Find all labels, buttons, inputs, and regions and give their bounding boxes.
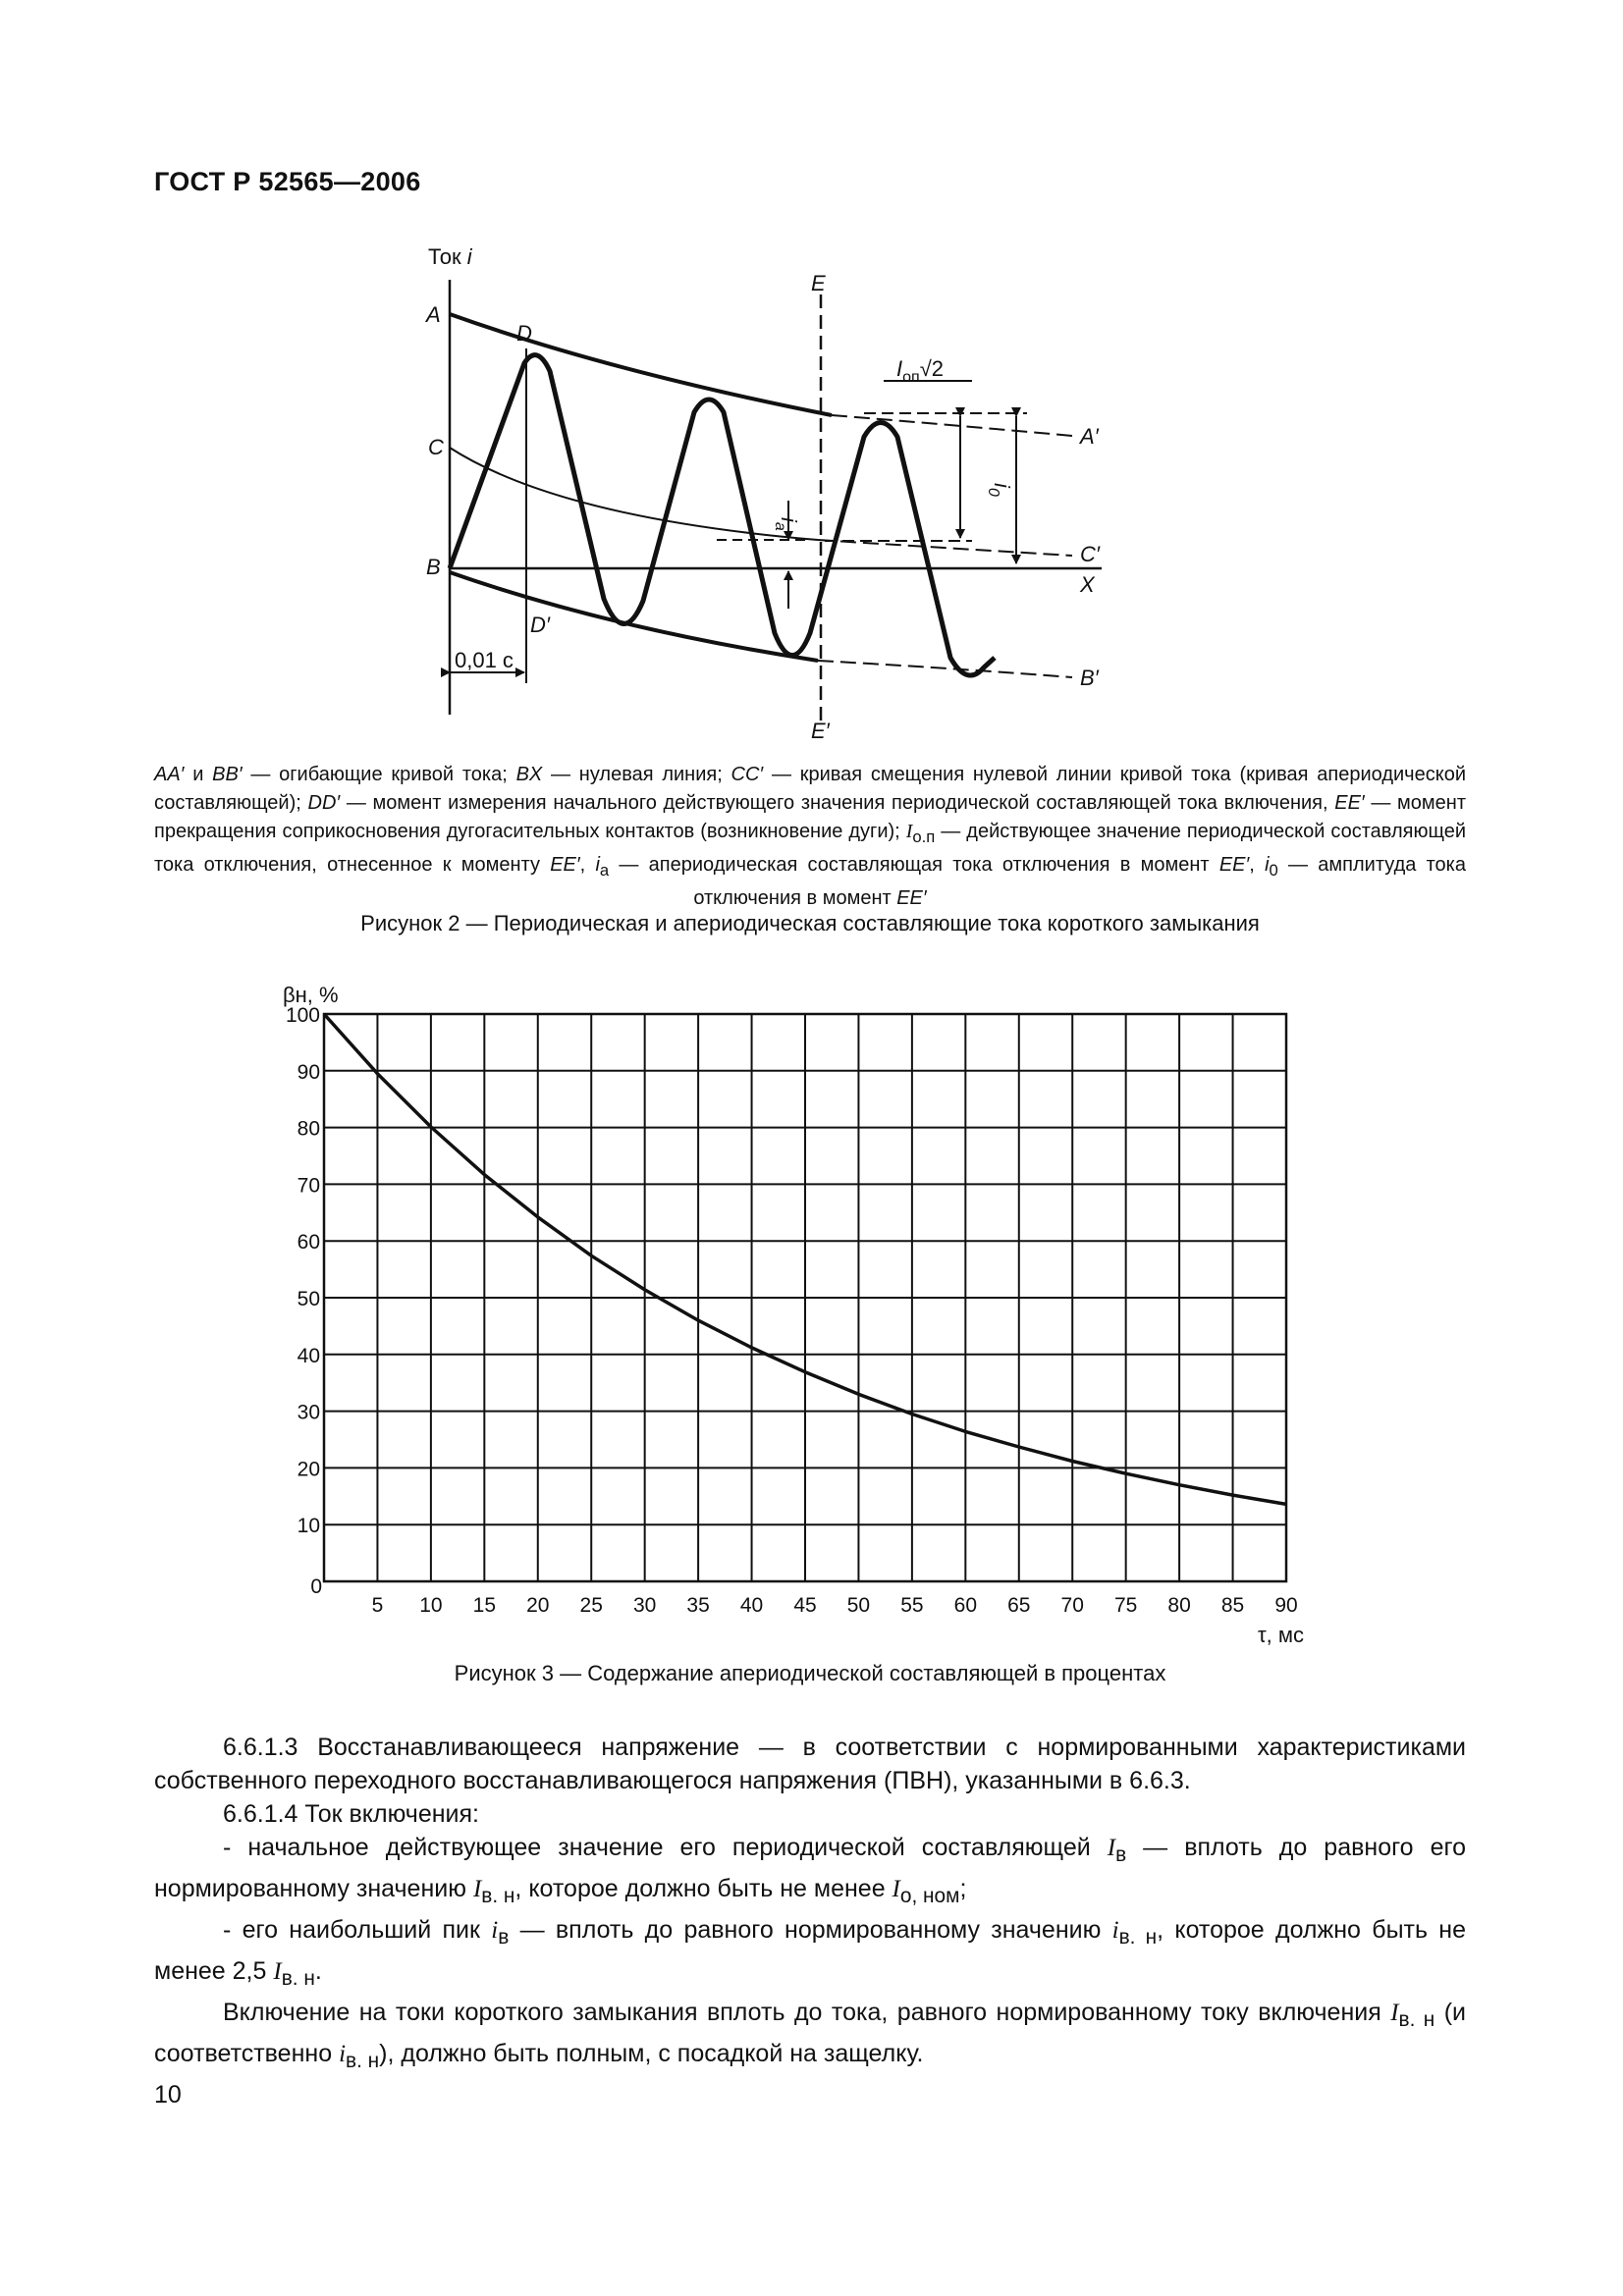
paragraph-peak-value: - его наибольший пик $i_в$ — вплоть до равного нормированному значению $i_{в. н}$, которое должно быть не менее 2,5 $I_{в. н}$. bbox=[154, 1916, 1467, 1990]
x-tick-label: 40 bbox=[739, 1594, 764, 1617]
x-tick-label: 10 bbox=[419, 1594, 443, 1617]
x-tick-label: 20 bbox=[526, 1594, 550, 1617]
y-tick-label: 70 bbox=[297, 1174, 320, 1198]
svg-text:Ток i: Ток i bbox=[428, 244, 472, 269]
page-number: 10 bbox=[154, 2081, 182, 2109]
paragraph-initial-value: - начальное действующее значение его периодической составляющей $I_в$ — вплоть до равного его нормированному значению $I_{в. н}$, которое должно быть не менее $I_{о, ном}$; bbox=[154, 1834, 1466, 1907]
x-tick-label: 80 bbox=[1167, 1594, 1191, 1617]
label-c: C bbox=[428, 435, 444, 459]
y-tick-label: 20 bbox=[297, 1458, 320, 1481]
label-ia: $i_a$ bbox=[772, 517, 801, 531]
y-tick-label: 30 bbox=[297, 1401, 320, 1424]
x-tick-label: 35 bbox=[686, 1594, 710, 1617]
x-tick-label: 90 bbox=[1274, 1594, 1298, 1617]
y-tick-label: 60 bbox=[297, 1231, 320, 1255]
paragraph-6-6-1-3: 6.6.1.3 Восстанавливающееся напряжение — в соответствии с нормированными характеристиками собственного переходного восстанавливающегося напряжения (ПВН), указанными в 6.6.3. bbox=[154, 1734, 1466, 1794]
x-tick-label: 15 bbox=[472, 1594, 497, 1617]
x-tick-label: 30 bbox=[632, 1594, 657, 1617]
x-tick-label: 70 bbox=[1060, 1594, 1084, 1617]
label-a-prime: A′ bbox=[1080, 424, 1099, 449]
label-ion: $I_{оп}√2$ bbox=[896, 356, 944, 386]
x-tick-label: 55 bbox=[900, 1594, 924, 1617]
figure-3-caption: Рисунок 3 — Содержание апериодической составляющей в процентах bbox=[454, 1661, 1166, 1685]
x-tick-label: 45 bbox=[793, 1594, 817, 1617]
x-axis-label: τ, мс bbox=[1257, 1623, 1304, 1647]
x-tick-label: 25 bbox=[579, 1594, 603, 1617]
label-b-prime: B′ bbox=[1080, 666, 1099, 690]
label-time: 0,01 с bbox=[455, 648, 514, 672]
document-header: ГОСТ Р 52565—2006 bbox=[154, 167, 421, 196]
y-tick-label: 50 bbox=[297, 1288, 320, 1310]
label-x: X bbox=[1080, 572, 1095, 597]
label-a: A bbox=[426, 302, 441, 327]
x-tick-label: 0 bbox=[310, 1575, 322, 1598]
x-tick-label: 75 bbox=[1113, 1594, 1138, 1617]
y-tick-label: 90 bbox=[297, 1060, 320, 1084]
figure-2-legend: AA′ и BB′ — огибающие кривой тока; BX — нулевая линия; CC′ — кривая смещения нулевой линии кривой тока (кривая апериодической составляющей); DD′ — момент измерения начального действующего значения периодической составляющей тока включения, EE′ — момент прекращения соприкосновения дугогасительных контактов (возникновение дуги); $I_{о.п}$ — действующее значение периодической составляющей тока отключения, отнесенное к моменту EE′, $i_a$ — апериодическая составляющая тока отключения в момент EE′, $i_0$ — амплитуда тока отключения в момент EE′ bbox=[154, 764, 1466, 909]
label-c-prime: C′ bbox=[1080, 542, 1101, 566]
label-d-prime: D′ bbox=[530, 613, 551, 637]
paragraph-6-6-1-4: 6.6.1.4 Ток включения: bbox=[223, 1800, 479, 1828]
figure-2-caption: Рисунок 2 — Периодическая и апериодическая составляющие тока короткого замыкания bbox=[360, 911, 1260, 935]
label-i0: $i_0$ bbox=[985, 483, 1014, 497]
x-tick-label: 5 bbox=[371, 1594, 384, 1617]
y-tick-label: 80 bbox=[297, 1117, 320, 1141]
x-tick-label: 65 bbox=[1007, 1594, 1031, 1617]
y-axis-label: βн, % bbox=[283, 983, 339, 1007]
y-tick-label: 10 bbox=[297, 1515, 320, 1538]
x-tick-label: 85 bbox=[1220, 1594, 1245, 1617]
label-e: E bbox=[811, 271, 826, 295]
label-b: B bbox=[426, 555, 441, 579]
label-e-prime: E′ bbox=[811, 719, 830, 743]
body-text bbox=[154, 1731, 1466, 2078]
paragraph-switching-on: Включение на токи короткого замыкания вплоть до тока, равного нормированному току включения $I_{в. н}$ (и соответственно $i_{в. н}$), должно быть полным, с посадкой на защелку. bbox=[154, 1999, 1466, 2072]
y-tick-label: 100 bbox=[285, 1004, 320, 1027]
x-tick-label: 50 bbox=[846, 1594, 871, 1617]
label-d: D bbox=[516, 321, 532, 346]
y-tick-label: 40 bbox=[297, 1344, 320, 1367]
x-tick-label: 60 bbox=[953, 1594, 978, 1617]
